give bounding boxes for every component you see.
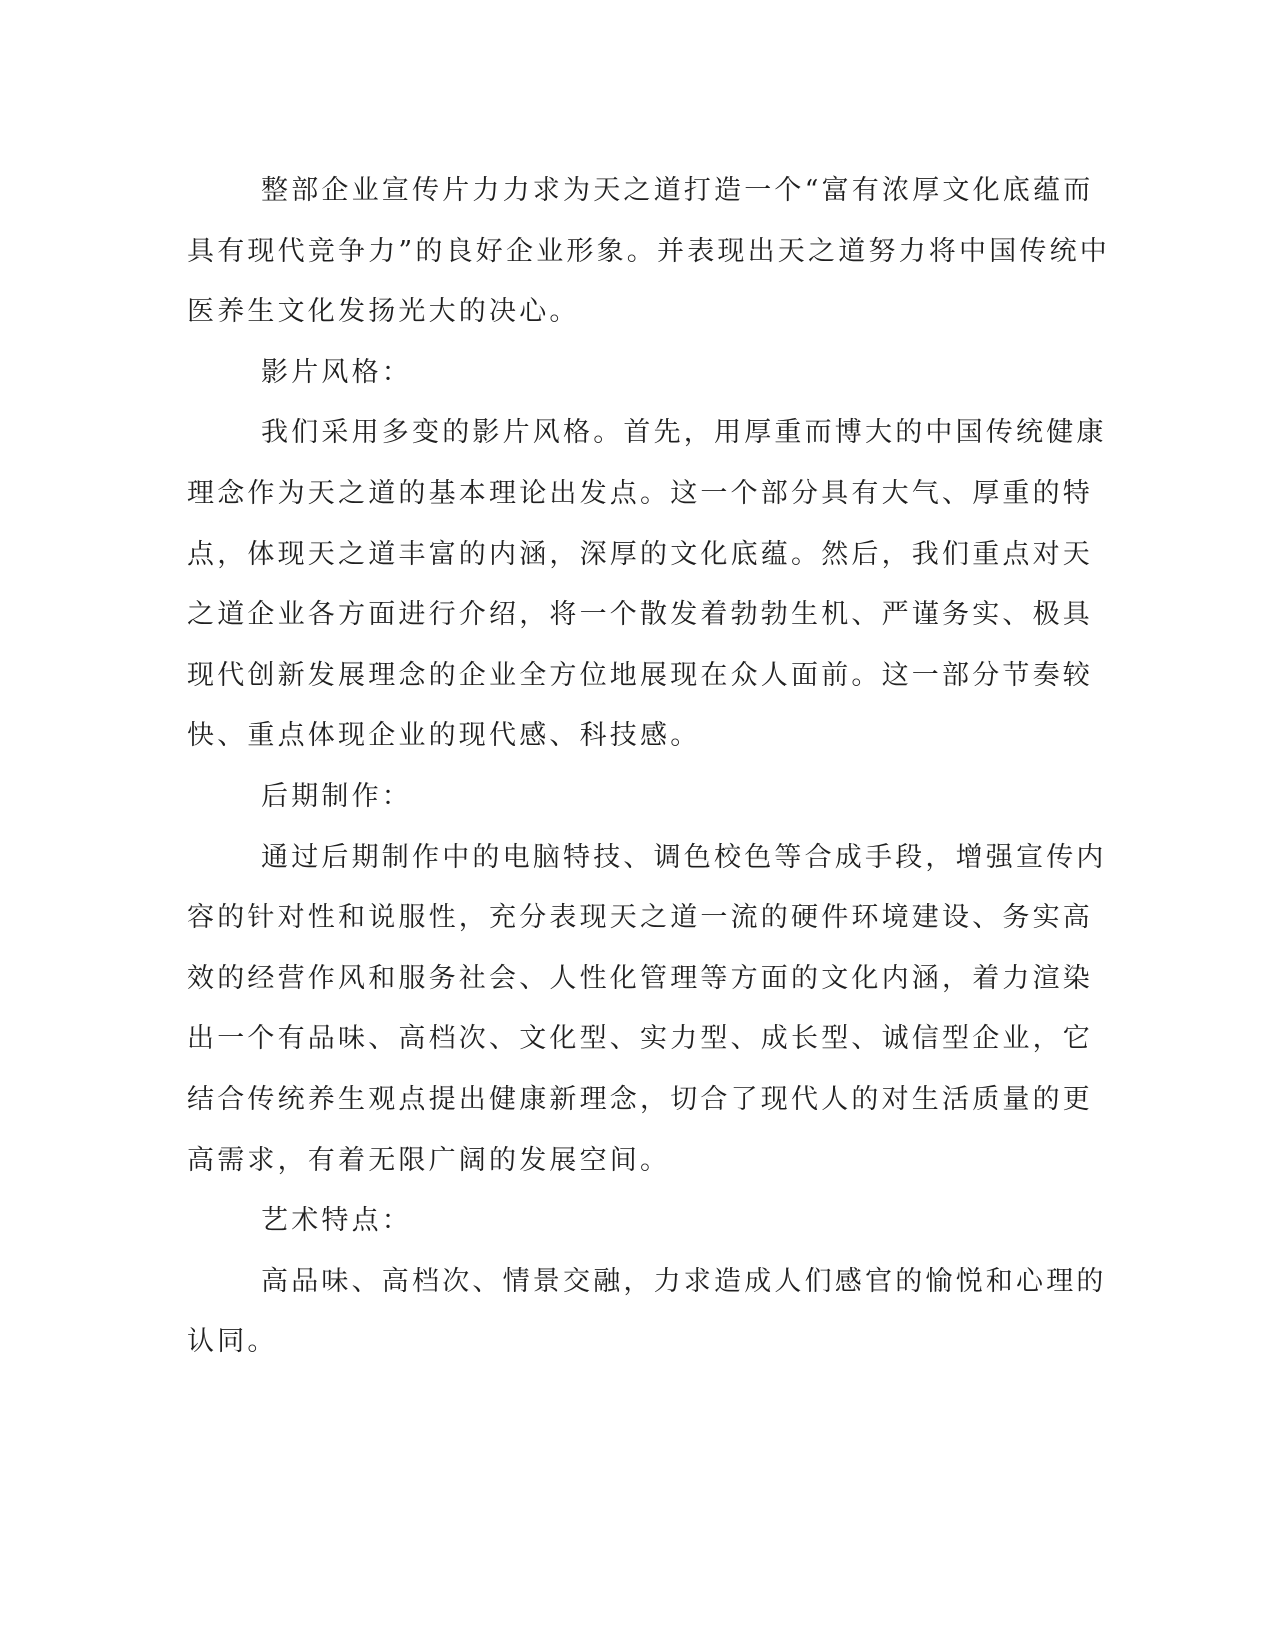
paragraph-intro xyxy=(187,161,1111,343)
document-body xyxy=(187,161,1111,1373)
text-line: 理念作为天之道的基本理论出发点。这一个部分具有大气、厚重的特 xyxy=(187,477,1093,509)
text-line: 具有现代竞争力”的良好企业形象。并表现出天之道努力将中国传统中 xyxy=(187,235,1111,267)
text-line: 之道企业各方面进行介绍，将一个散发着勃勃生机、严谨务实、极具 xyxy=(187,599,1093,631)
paragraph-film-style xyxy=(187,403,1107,767)
heading-text: 艺术特点： xyxy=(261,1205,412,1237)
text-line: 效的经营作风和服务社会、人性化管理等方面的文化内涵，着力渲染 xyxy=(187,962,1093,994)
text-line: 通过后期制作中的电脑特技、调色校色等合成手段，增强宣传内 xyxy=(261,841,1107,873)
text-line: 容的针对性和说服性，充分表现天之道一流的硬件环境建设、务实高 xyxy=(187,902,1093,934)
heading-text: 影片风格： xyxy=(261,356,412,388)
text-line: 认同。 xyxy=(187,1326,278,1358)
paragraph-post-production xyxy=(187,828,1107,1192)
heading-text: 后期制作： xyxy=(261,780,412,812)
text-line: 点，体现天之道丰富的内涵，深厚的文化底蕴。然后，我们重点对天 xyxy=(187,538,1093,570)
text-line: 出一个有品味、高档次、文化型、实力型、成长型、诚信型企业，它 xyxy=(187,1023,1093,1055)
text-line: 整部企业宣传片力力求为天之道打造一个“富有浓厚文化底蕴而 xyxy=(261,175,1094,206)
text-line: 快、重点体现企业的现代感、科技感。 xyxy=(187,720,701,752)
text-line: 结合传统养生观点提出健康新理念，切合了现代人的对生活质量的更 xyxy=(187,1083,1093,1115)
text-line: 高需求，有着无限广阔的发展空间。 xyxy=(187,1144,671,1176)
heading-post-production xyxy=(187,767,1067,828)
text-line: 我们采用多变的影片风格。首先，用厚重而博大的中国传统健康 xyxy=(261,417,1107,449)
paragraph-art-features xyxy=(187,1252,1107,1373)
heading-art-features xyxy=(187,1191,1067,1252)
text-line: 医养生文化发扬光大的决心。 xyxy=(187,296,580,328)
text-line: 现代创新发展理念的企业全方位地展现在众人面前。这一部分节奏较 xyxy=(187,659,1093,691)
text-line: 高品味、高档次、情景交融，力求造成人们感官的愉悦和心理的 xyxy=(261,1265,1107,1297)
heading-film-style xyxy=(187,343,1067,404)
